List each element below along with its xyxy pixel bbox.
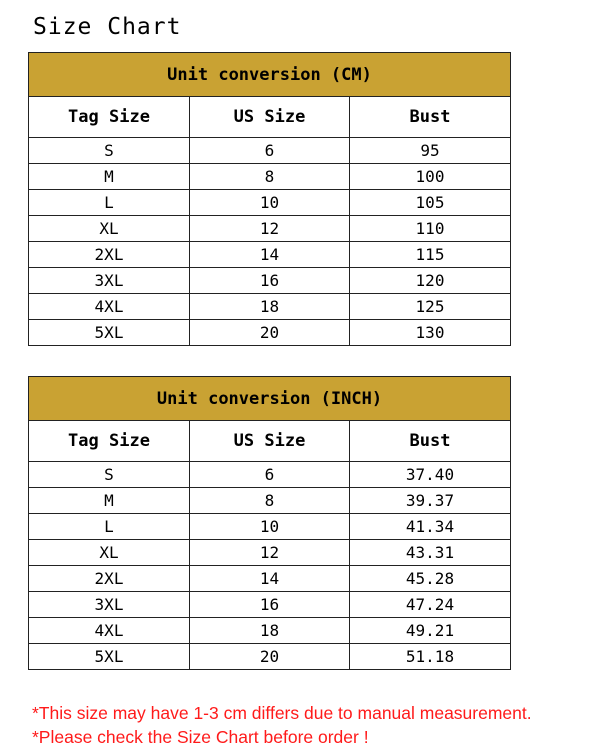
bust-cell: 49.21 [350, 618, 511, 644]
bust-cell: 43.31 [350, 540, 511, 566]
tag-size-cell: XL [29, 216, 190, 242]
us-size-cell: 14 [190, 566, 350, 592]
tag-size-cell: 2XL [29, 566, 190, 592]
us-size-cell: 20 [190, 644, 350, 670]
table-row [29, 320, 511, 346]
tag-size-cell: M [29, 488, 190, 514]
tag-size-cell: S [29, 462, 190, 488]
tag-size-cell: 3XL [29, 592, 190, 618]
tag-size-cell: L [29, 190, 190, 216]
tag-size-cell: L [29, 514, 190, 540]
us-size-cell: 14 [190, 242, 350, 268]
us-size-cell: 12 [190, 216, 350, 242]
bust-cell: 39.37 [350, 488, 511, 514]
column-header-us-size: US Size [190, 421, 350, 462]
us-size-cell: 20 [190, 320, 350, 346]
bust-cell: 105 [350, 190, 511, 216]
page-title: Size Chart [33, 14, 182, 40]
bust-cell: 115 [350, 242, 511, 268]
us-size-cell: 10 [190, 190, 350, 216]
table-row [29, 514, 511, 540]
us-size-cell: 16 [190, 268, 350, 294]
measurement-note: *This size may have 1-3 cm differs due to manual measurement. [32, 703, 532, 723]
table-row [29, 540, 511, 566]
bust-cell: 125 [350, 294, 511, 320]
bust-cell: 37.40 [350, 462, 511, 488]
us-size-cell: 10 [190, 514, 350, 540]
column-header-tag-size: Tag Size [29, 421, 190, 462]
table-body [29, 138, 511, 346]
tag-size-cell: 5XL [29, 320, 190, 346]
us-size-cell: 12 [190, 540, 350, 566]
table-row [29, 216, 511, 242]
table-row [29, 138, 511, 164]
bust-cell: 45.28 [350, 566, 511, 592]
bust-cell: 47.24 [350, 592, 511, 618]
tag-size-cell: 2XL [29, 242, 190, 268]
bust-cell: 120 [350, 268, 511, 294]
table-row [29, 268, 511, 294]
bust-cell: 95 [350, 138, 511, 164]
bust-cell: 41.34 [350, 514, 511, 540]
check-chart-note: *Please check the Size Chart before order ! [32, 727, 369, 747]
table-row [29, 644, 511, 670]
tag-size-cell: 4XL [29, 294, 190, 320]
tag-size-cell: 3XL [29, 268, 190, 294]
us-size-cell: 16 [190, 592, 350, 618]
table-row [29, 488, 511, 514]
table-row [29, 618, 511, 644]
column-header-bust: Bust [350, 421, 511, 462]
size-table-inch [28, 376, 511, 670]
table-row [29, 566, 511, 592]
bust-cell: 100 [350, 164, 511, 190]
column-header-us-size: US Size [190, 97, 350, 138]
table-row [29, 164, 511, 190]
table-row [29, 190, 511, 216]
tag-size-cell: S [29, 138, 190, 164]
us-size-cell: 6 [190, 462, 350, 488]
size-table-cm [28, 52, 511, 346]
table-caption: Unit conversion (INCH) [29, 377, 511, 421]
us-size-cell: 6 [190, 138, 350, 164]
bust-cell: 130 [350, 320, 511, 346]
tag-size-cell: 5XL [29, 644, 190, 670]
us-size-cell: 8 [190, 488, 350, 514]
bust-cell: 51.18 [350, 644, 511, 670]
tag-size-cell: 4XL [29, 618, 190, 644]
us-size-cell: 18 [190, 294, 350, 320]
table-caption: Unit conversion (CM) [29, 53, 511, 97]
column-header-bust: Bust [350, 97, 511, 138]
table-row [29, 592, 511, 618]
table-row [29, 242, 511, 268]
us-size-cell: 18 [190, 618, 350, 644]
bust-cell: 110 [350, 216, 511, 242]
tag-size-cell: XL [29, 540, 190, 566]
us-size-cell: 8 [190, 164, 350, 190]
table-row [29, 462, 511, 488]
tag-size-cell: M [29, 164, 190, 190]
table-row [29, 294, 511, 320]
column-header-tag-size: Tag Size [29, 97, 190, 138]
table-body [29, 462, 511, 670]
